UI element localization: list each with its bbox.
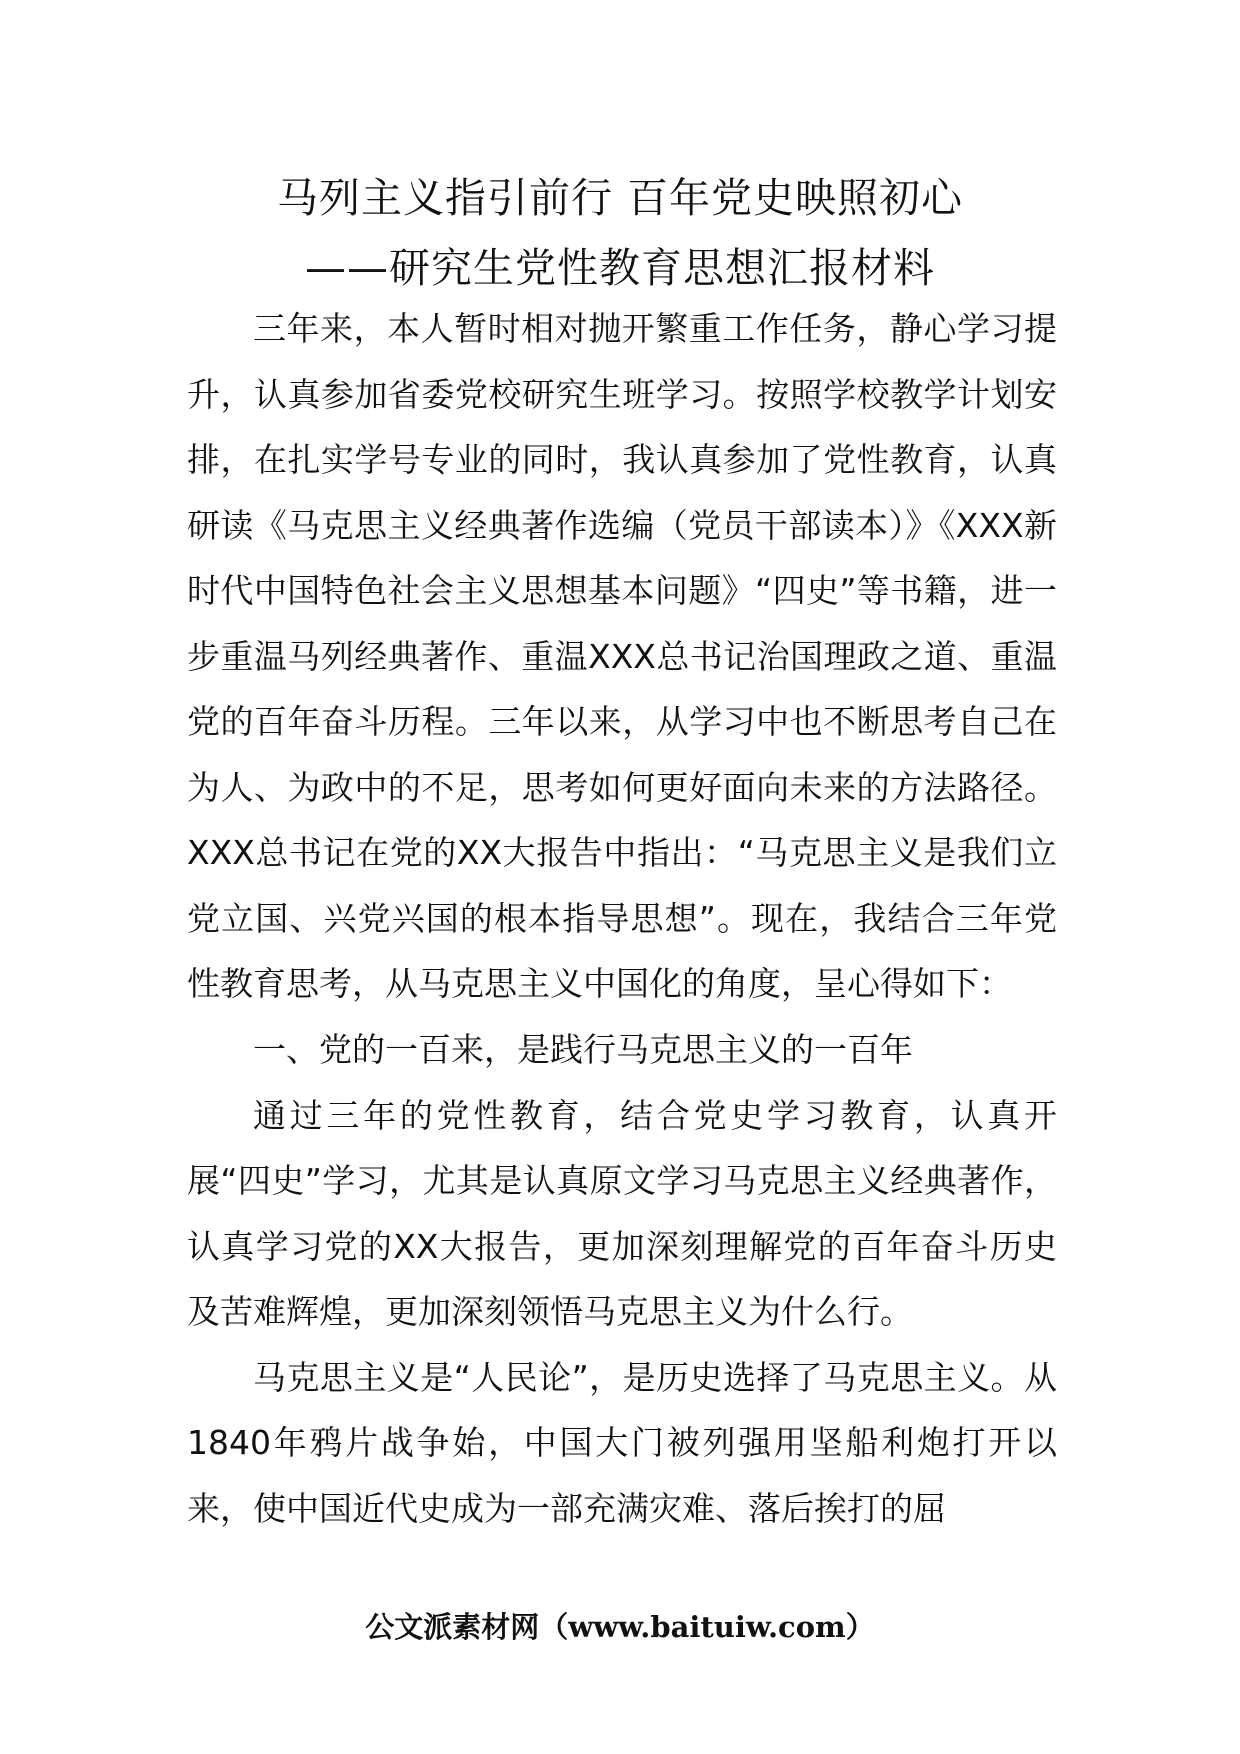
document-body: [187, 296, 1057, 1541]
section-1-paragraph-1: 通过三年的党性教育，结合党史学习教育，认真开展“四史”学习，尤其是认真原文学习马克思主义经典著作，认真学习党的XX大报告，更加深刻理解党的百年奋斗历史及苦难辉煌，更加深刻领悟马克思主义为什么行。: [187, 1095, 1057, 1331]
section-1-paragraph-2: 马克思主义是“人民论”，是历史选择了马克思主义。从1840年鸦片战争始，中国大门被列强用坚船利炮打开以来，使中国近代史成为一部充满灾难、落后挨打的屈: [187, 1357, 1057, 1528]
footer-watermark: 公文派素材网（www.baituiw.com）: [365, 1610, 875, 1644]
intro-paragraph: 三年来，本人暂时相对抛开繁重工作任务，静心学习提升，认真参加省委党校研究生班学习。按照学校教学计划安排，在扎实学号专业的同时，我认真参加了党性教育，认真研读《马克思主义经典著作选编（党员干部读本）》《XXX新时代中国特色社会主义思想基本问题》“四史”等书籍，进一步重温马列经典著作、重温XXX总书记治国理政之道、重温党的百年奋斗历程。三年以来，从学习中也不断思考自己在为人、为政中的不足，思考如何更好面向未来的方法路径。XXX总书记在党的XX大报告中指出：“马克思主义是我们立党立国、兴党兴国的根本指导思想”。现在，我结合三年党性教育思考，从马克思主义中国化的角度，呈心得如下：: [187, 309, 1057, 1003]
document-subtitle: ——研究生党性教育思想汇报材料: [305, 244, 935, 292]
document-title: 马列主义指引前行 百年党史映照初心: [276, 174, 964, 222]
section-heading-1: 一、党的一百来，是践行马克思主义的一百年: [253, 1029, 913, 1069]
